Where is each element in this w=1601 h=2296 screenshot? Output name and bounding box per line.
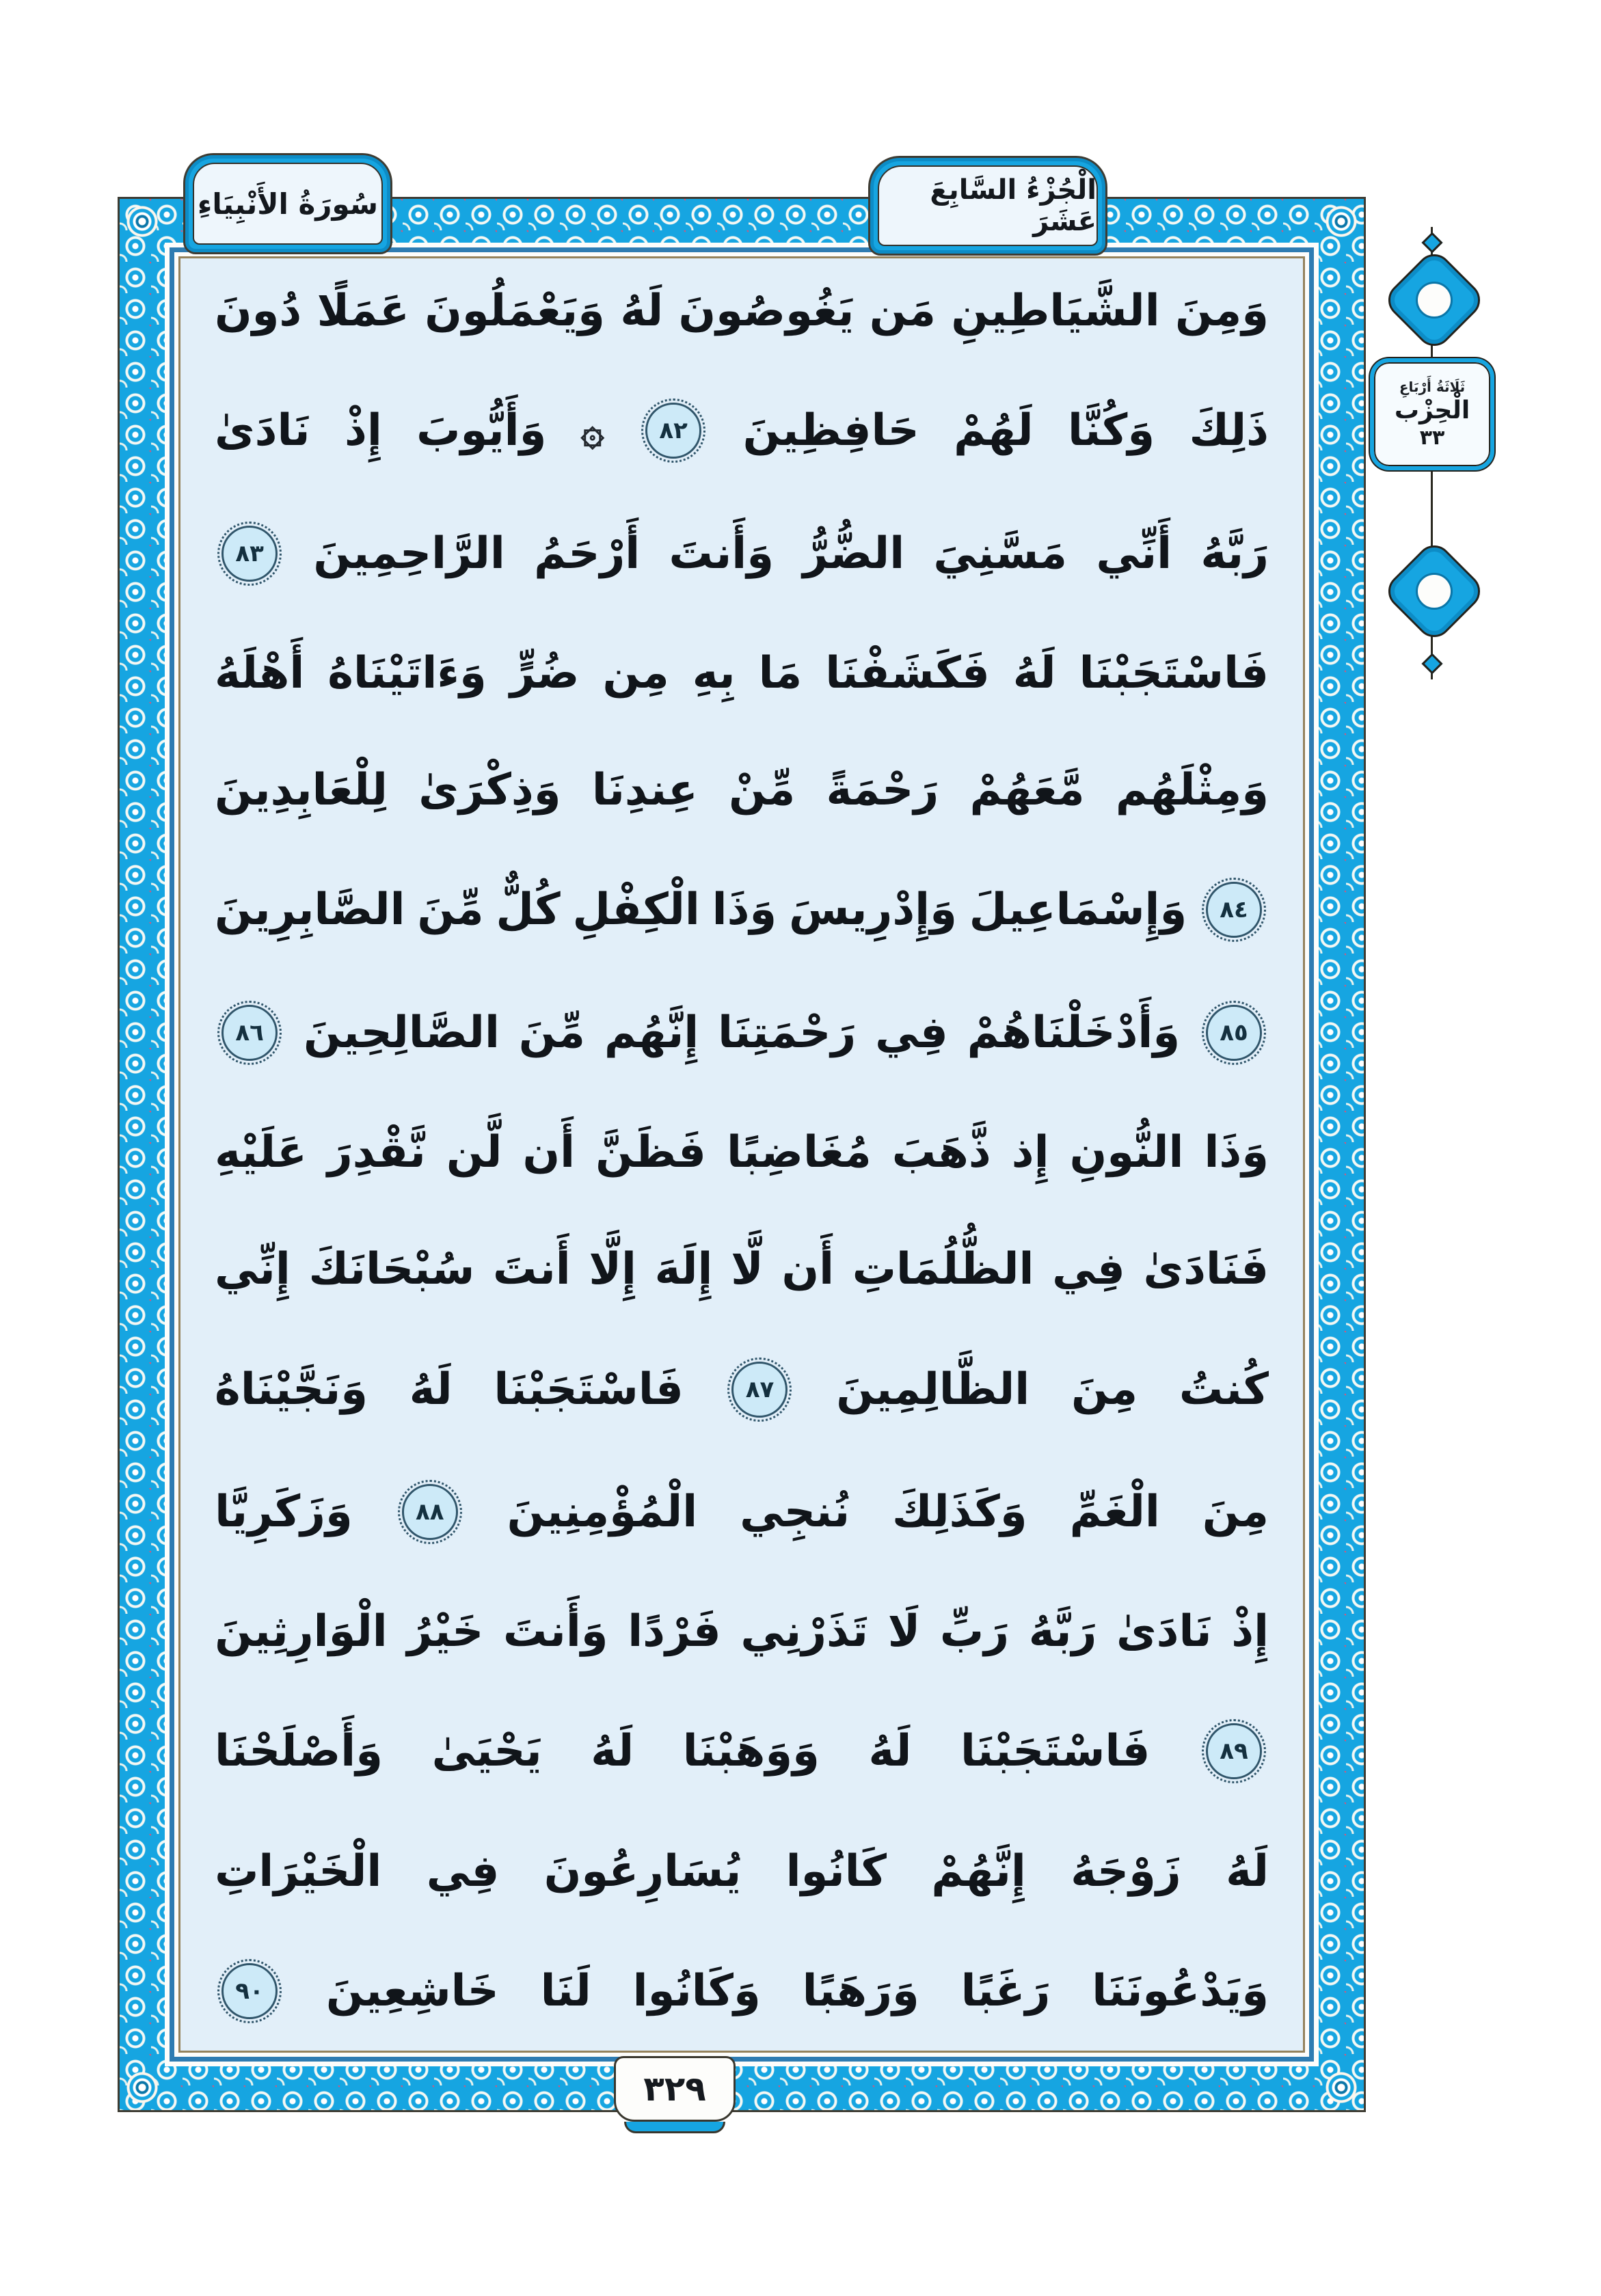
quran-word: رَبَّهُ xyxy=(1028,1606,1097,1658)
quran-word: لَهُ xyxy=(868,1726,912,1777)
quran-word: مَسَّنِيَ xyxy=(933,528,1068,579)
quran-word: لَهُ xyxy=(1226,1846,1269,1897)
quran-word: زَوْجَهُ xyxy=(1071,1846,1181,1897)
quran-word: فِي xyxy=(875,1007,948,1058)
ayah-marker: ٨٩ xyxy=(1206,1723,1262,1779)
quran-word: إِلَّا xyxy=(589,1244,636,1295)
ayah-marker: ٨٢ xyxy=(645,403,701,459)
quran-line xyxy=(215,526,1269,582)
quran-word: رَحْمَةً xyxy=(826,765,939,816)
quran-word: وَمِنَ xyxy=(1175,286,1269,336)
hizb-medallion xyxy=(1367,227,1497,679)
quran-word: مِن xyxy=(602,647,669,699)
quran-line xyxy=(215,1606,1269,1657)
quran-word: رَبَّهُ xyxy=(1200,528,1269,579)
quran-word: نَادَىٰ xyxy=(1116,1606,1212,1658)
quran-word: إِذ xyxy=(1011,1126,1049,1178)
quran-word: وَرَهَبًا xyxy=(802,1965,919,2016)
quran-word: إِذْ xyxy=(1231,1606,1269,1658)
quran-word: مَا xyxy=(758,647,803,699)
quran-word: سُبْحَانَكَ xyxy=(308,1244,475,1295)
medallion-finial-icon xyxy=(1421,232,1442,253)
quran-word: فَكَشَفْنَا xyxy=(825,647,990,699)
quran-line xyxy=(215,1484,1269,1540)
quran-word: الصَّالِحِينَ xyxy=(303,1007,500,1058)
quran-word: رَغَبًا xyxy=(960,1965,1051,2016)
quran-word: نَّقْدِرَ xyxy=(327,1126,426,1178)
quran-word: تَذَرْنِي xyxy=(740,1606,868,1658)
quran-word: إِنِّي xyxy=(215,1244,291,1295)
quran-word: الْخَيْرَاتِ xyxy=(215,1846,382,1897)
frame-blue-rule xyxy=(170,247,1314,2062)
quran-text xyxy=(215,286,1269,2019)
quran-word: وَمِثْلَهُم xyxy=(1115,765,1269,816)
ayah-marker: ٨٤ xyxy=(1206,882,1262,938)
quran-word: مِّنَ xyxy=(417,884,484,936)
quran-word: وَإِسْمَاعِيلَ xyxy=(969,884,1187,936)
quran-word: مِّنْ xyxy=(728,765,796,816)
quran-line xyxy=(215,1127,1269,1178)
quran-word: الظَّالِمِينَ xyxy=(836,1364,1030,1415)
quran-word: مُغَاضِبًا xyxy=(726,1126,872,1178)
quran-line xyxy=(215,648,1269,699)
quran-word: وَكَذَلِكَ xyxy=(892,1486,1027,1537)
quran-word: ذَّهَبَ xyxy=(891,1126,991,1178)
quran-word: وَأَيُّوبَ xyxy=(416,405,547,457)
quran-line xyxy=(215,1963,1269,2019)
hizb-fraction: ثَلَاثَةُ أَرْبَاعِ xyxy=(1399,378,1466,395)
quran-word: رَحْمَتِنَا xyxy=(718,1007,857,1058)
quran-word: أَن xyxy=(781,1244,835,1295)
quran-word: لَهُ xyxy=(620,286,664,336)
quran-word: فَاسْتَجَبْنَا xyxy=(960,1726,1151,1777)
quran-word: فَظَنَّ xyxy=(595,1126,706,1178)
quran-word: خَيْرُ xyxy=(407,1606,484,1658)
quran-word: مِنَ xyxy=(1071,1364,1138,1415)
quran-word: أَن xyxy=(522,1126,576,1178)
quran-word: فَاسْتَجَبْنَا xyxy=(494,1364,684,1415)
quran-word: الْغَمِّ xyxy=(1069,1486,1160,1537)
quran-word: وَأَنتَ xyxy=(503,1606,608,1658)
quran-word: دُونَ xyxy=(215,286,302,336)
quran-line xyxy=(215,882,1269,938)
quran-word: الْمُؤْمِنِينَ xyxy=(507,1486,698,1537)
quran-word: إِلَهَ xyxy=(654,1244,713,1295)
quran-line xyxy=(215,403,1269,459)
ayah-marker: ٨٣ xyxy=(221,526,278,582)
juz-header-tab xyxy=(868,156,1107,256)
quran-word: ذَلِكَ xyxy=(1189,405,1269,457)
quran-word: كُنتُ xyxy=(1179,1364,1269,1415)
quran-line xyxy=(215,1846,1269,1897)
frame-white-gap xyxy=(165,243,1319,2066)
quran-word: أَرْحَمُ xyxy=(534,528,641,579)
quran-word: فِي xyxy=(426,1846,500,1897)
ayah-marker: ٨٨ xyxy=(402,1484,458,1540)
quran-word: فِي xyxy=(1052,1244,1125,1295)
quran-word: وَذَا xyxy=(712,884,777,936)
quran-word: الشَّيَاطِينِ xyxy=(951,286,1160,336)
quran-word: عَلَيْهِ xyxy=(215,1126,307,1178)
quran-word: الْوَارِثِينَ xyxy=(215,1606,388,1658)
quran-word: أَهْلَهُ xyxy=(215,647,305,699)
quran-word: لِلْعَابِدِينَ xyxy=(215,765,388,816)
quran-word: وَيَعْمَلُونَ xyxy=(425,286,605,336)
quran-word: يَحْيَىٰ xyxy=(431,1726,542,1777)
ayah-marker: ٩٠ xyxy=(221,1963,278,2019)
quran-line xyxy=(215,1244,1269,1295)
hizb-label: الْحِزْب xyxy=(1394,396,1470,424)
quran-word: أَنتَ xyxy=(492,1244,571,1295)
quran-word: يَغُوصُونَ xyxy=(678,286,855,336)
quran-word: فَنَادَىٰ xyxy=(1143,1244,1269,1295)
quran-word: رَبِّ xyxy=(939,1606,1010,1658)
quran-word: مِنَ xyxy=(1202,1486,1269,1537)
quran-word: نُنجِي xyxy=(740,1486,850,1537)
page-number: ٣٢٩ xyxy=(643,2069,706,2109)
ayah-marker: ٨٥ xyxy=(1206,1005,1262,1061)
ayah-marker: ٨٧ xyxy=(731,1362,788,1418)
quran-word: وَذَا xyxy=(1204,1126,1269,1178)
quran-word: خَاشِعِينَ xyxy=(325,1965,499,2016)
rub-el-hizb-icon: ۞ xyxy=(580,407,604,455)
quran-word: ضُرٍّ xyxy=(509,647,580,699)
quran-word: لَهُ xyxy=(591,1726,634,1777)
quran-word: وَيَدْعُونَنَا xyxy=(1092,1965,1269,2016)
text-panel xyxy=(178,256,1305,2053)
page-tab-accent xyxy=(624,2122,725,2133)
quran-word: فَرْدًا xyxy=(628,1606,721,1658)
corner-rosette-icon xyxy=(126,2072,158,2103)
quran-word: بِهِ xyxy=(692,647,736,699)
quran-word: عَمَلًا xyxy=(317,286,409,336)
quran-word: الضُّرُّ xyxy=(803,528,905,579)
quran-word: وَأَنتَ xyxy=(669,528,774,579)
quran-word: كُلٌّ xyxy=(496,884,561,936)
ornamental-border-frame xyxy=(118,197,1366,2112)
quran-line xyxy=(215,1362,1269,1418)
quran-word: وَءَاتَيْنَاهُ xyxy=(327,647,487,699)
quran-word: فَاسْتَجَبْنَا xyxy=(1079,647,1269,699)
medallion-knot-icon xyxy=(1367,252,1497,361)
quran-word: مَّعَهُمْ xyxy=(969,765,1085,816)
page-number-tab xyxy=(614,2056,736,2122)
quran-word: مِّنَ xyxy=(518,1007,585,1058)
corner-rosette-icon xyxy=(1326,206,1357,237)
juz-title: الْجُزْءُ السَّابِعَ عَشَرَ xyxy=(878,165,1098,246)
quran-word: أَنِّي xyxy=(1096,528,1172,579)
quran-word: وَكُنَّا xyxy=(1067,405,1155,457)
quran-line xyxy=(215,1723,1269,1779)
ayah-marker: ٨٦ xyxy=(221,1005,278,1061)
surah-header-tab xyxy=(183,153,392,254)
hizb-number: ٣٣ xyxy=(1419,426,1445,450)
quran-word: إِذْ xyxy=(344,405,382,457)
quran-line xyxy=(215,1005,1269,1061)
quran-word: وَأَصْلَحْنَا xyxy=(215,1726,383,1777)
corner-rosette-icon xyxy=(126,206,158,237)
quran-word: لَهُ xyxy=(409,1364,453,1415)
hizb-cartouche xyxy=(1370,358,1494,470)
quran-word: الظُّلُمَاتِ xyxy=(852,1244,1034,1295)
quran-word: لَّن xyxy=(446,1126,502,1178)
quran-word: لَهُمْ xyxy=(954,405,1034,457)
quran-word: عِندِنَا xyxy=(591,765,698,816)
quran-word: الصَّابِرِينَ xyxy=(215,884,405,936)
medallion-finial-icon xyxy=(1421,653,1442,674)
quran-word: وَزَكَرِيَّا xyxy=(215,1486,353,1537)
quran-word: الرَّاحِمِينَ xyxy=(313,528,505,579)
quran-word: وَذِكْرَىٰ xyxy=(418,765,561,816)
quran-word: حَافِظِينَ xyxy=(742,405,919,457)
quran-word: لَنَا xyxy=(540,1965,591,2016)
quran-word: إِنَّهُم xyxy=(604,1007,699,1058)
quran-word: لَهُ xyxy=(1012,647,1056,699)
quran-word: يُسَارِعُونَ xyxy=(543,1846,742,1897)
quran-word: الْكِفْلِ xyxy=(572,884,700,936)
quran-word: إِنَّهُمْ xyxy=(931,1846,1026,1897)
quran-word: لَا xyxy=(887,1606,921,1658)
quran-word: وَكَانُوا xyxy=(632,1965,761,2016)
quran-line xyxy=(215,765,1269,815)
quran-word: كَانُوا xyxy=(785,1846,887,1897)
quran-word: النُّونِ xyxy=(1069,1126,1184,1178)
medallion-knot-icon xyxy=(1367,543,1497,652)
quran-word: وَوَهَبْنَا xyxy=(682,1726,820,1777)
quran-word: وَإِدْرِيسَ xyxy=(788,884,957,936)
corner-rosette-icon xyxy=(1326,2072,1357,2103)
quran-word: وَنَجَّيْنَاهُ xyxy=(215,1364,368,1415)
quran-line xyxy=(215,286,1269,336)
quran-word: لَّا xyxy=(731,1244,764,1295)
surah-title: سُورَةُ الأَنْبِيَاءِ xyxy=(193,163,383,245)
quran-word: وَأَدْخَلْنَاهُمْ xyxy=(967,1007,1181,1058)
quran-word: مَن xyxy=(869,286,936,336)
quran-word: نَادَىٰ xyxy=(215,405,310,457)
